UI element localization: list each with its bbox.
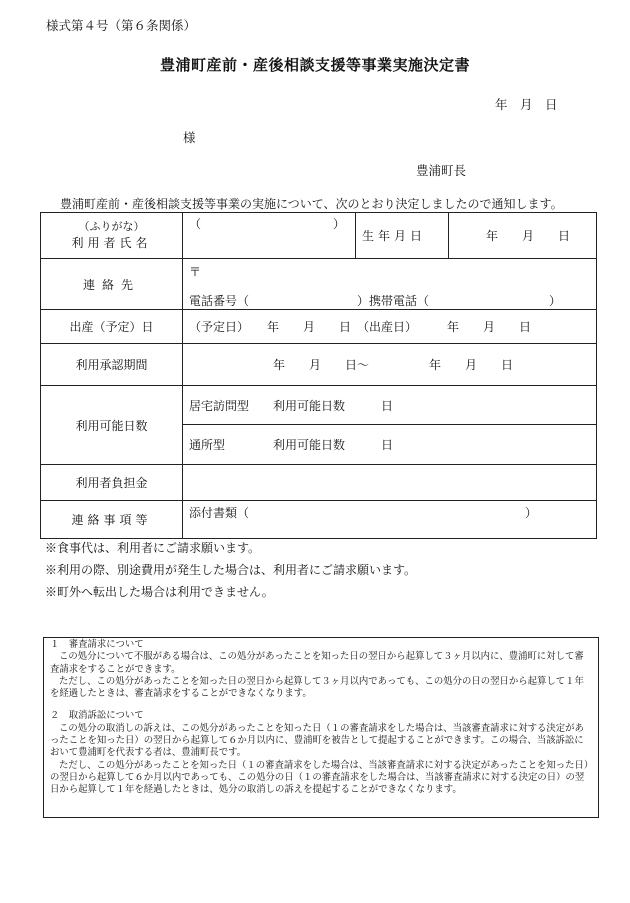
contact-label: 連絡先	[41, 259, 183, 310]
days-label: 利用可能日数	[41, 386, 183, 465]
note-meal: ※食事代は、利用者にご請求願います。	[45, 541, 261, 555]
phone-line: 電話番号（ ）携帯電話（ ）	[189, 294, 562, 308]
table-row-birth	[41, 310, 597, 344]
table-row-contact	[41, 259, 597, 310]
table-row-period	[41, 344, 597, 386]
issuer: 豊浦町長	[416, 163, 467, 178]
contact-value-cell[interactable]	[183, 259, 597, 310]
name-value-cell[interactable]	[183, 213, 356, 259]
note-extra-cost: ※利用の際、別途費用が発生した場合は、利用者にご請求願います。	[45, 563, 417, 577]
form-number: 様式第４号（第６条関係）	[46, 18, 197, 33]
lawsuit-heading: ２ 取消訴訟について	[50, 710, 144, 722]
document-title: 豊浦町産前・産後相談支援等事業実施決定書	[159, 56, 470, 74]
furigana-label: （ふりがな）	[78, 220, 145, 233]
lawsuit-paragraph-2: ただし、この処分があったことを知った日（１の審査請求をした場合は、当該審査請求に対する決定があったことを知った日）の翌日から起算して６か月以内であっても、この処分の日（１の審査請求をした場合は、当該審査請求に対する決定の日）の翌日から起算して１年を経過したときは、処分の取消しの訴えを提起することができなくなります。	[50, 759, 589, 796]
days-home[interactable]: 居宅訪問型 利用可能日数 日	[183, 386, 597, 425]
notes-label: 連絡事項等	[41, 501, 183, 539]
addressee-suffix: 様	[183, 130, 196, 145]
days-center[interactable]: 通所型 利用可能日数 日	[183, 425, 597, 465]
postal-mark: 〒	[189, 265, 202, 279]
birthdate-value[interactable]: 年 月 日	[449, 213, 597, 259]
period-label: 利用承認期間	[41, 344, 183, 386]
name-label: 利用者氏名	[71, 236, 152, 250]
appeal-heading: １ 審査請求について	[50, 639, 144, 650]
note-moving: ※町外へ転出した場合は利用できません。	[45, 585, 274, 599]
table-row-days-home	[41, 386, 597, 425]
burden-value[interactable]	[183, 465, 597, 501]
appeal-info-box	[43, 637, 599, 818]
period-value[interactable]: 年 月 日～ 年 月 日	[183, 344, 597, 386]
burden-label: 利用者負担金	[41, 465, 183, 501]
notes-value[interactable]: 添付書類（ ）	[183, 501, 597, 539]
intro-text: 豊浦町産前・産後相談支援等事業の実施について、次のとおり決定しましたので通知します。	[60, 197, 563, 211]
name-label-cell	[41, 213, 183, 259]
birth-value[interactable]: （予定日） 年 月 日 （出産日） 年 月 日	[183, 310, 597, 344]
birthdate-label: 生年月日	[356, 213, 449, 259]
appeal-paragraph-2: ただし、この処分があったことを知った日の翌日から起算して３ヶ月以内であっても、この処分の日の翌日から起算して１年を経過したときは、審査請求をすることができなくなります。	[50, 675, 584, 700]
decision-table	[40, 212, 597, 539]
table-row-burden	[41, 465, 597, 501]
table-row-notes	[41, 501, 597, 539]
issue-date: 年 月 日	[495, 97, 558, 112]
appeal-paragraph-1: この処分について不服がある場合は、この処分があったことを知った日の翌日から起算して３ヶ月以内に、豊浦町に対して審査請求をすることができます。	[50, 651, 584, 675]
furigana-value: （ ）	[189, 217, 346, 231]
lawsuit-paragraph-1: この処分の取消しの訴えは、この処分があったことを知った日（１の審査請求をした場合は、当該審査請求に対する決定があったことを知った日）の翌日から起算して６か月以内に、豊浦町を被告として提起することができます。この場合、当該訴訟において豊浦町を代表する者は、豊浦町長です。	[50, 722, 584, 759]
table-row-name	[41, 213, 597, 259]
birth-label: 出産（予定）日	[41, 310, 183, 344]
